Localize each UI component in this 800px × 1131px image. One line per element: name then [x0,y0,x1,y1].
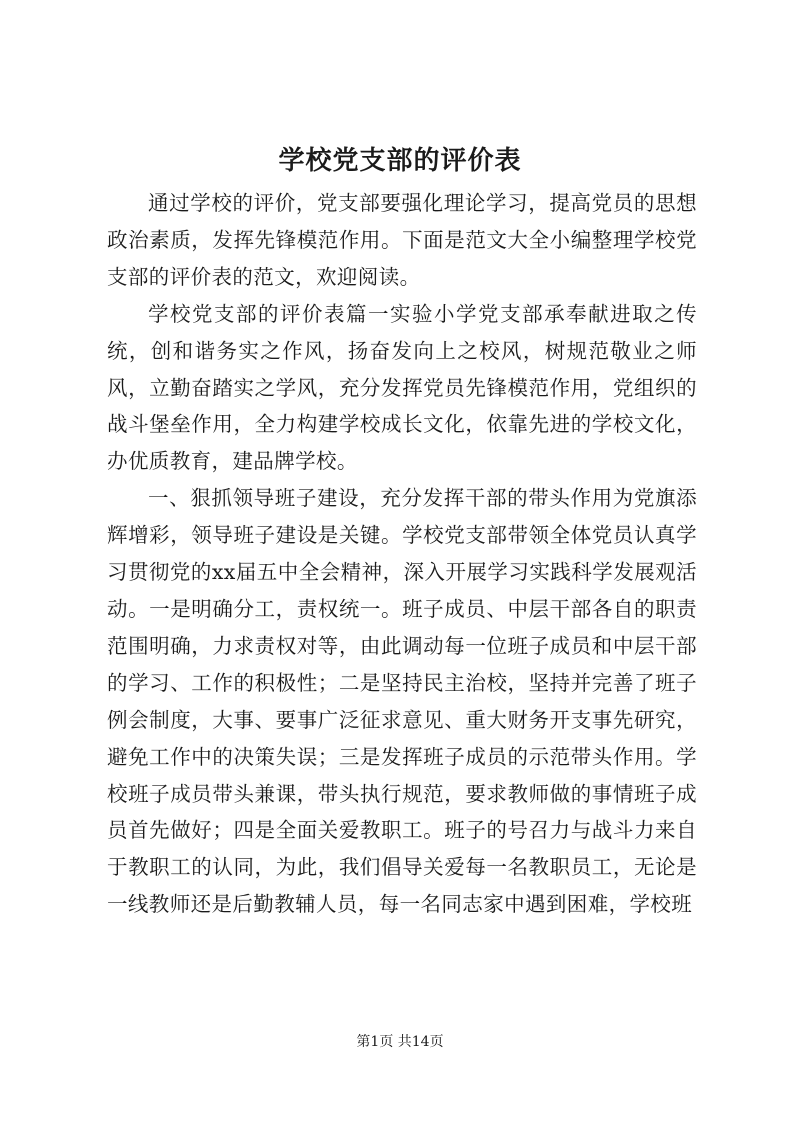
body-paragraph: 学校党支部的评价表篇一实验小学党支部承奉献进取之传统，创和谐务实之作风，扬奋发向上之校风，树规范敬业之师风，立勤奋踏实之学风，充分发挥党员先锋模范作用，党组织的战斗堡垒作用，全力构建学校成长文化，依靠先进的学校文化，办优质教育，建品牌学校。 [107,301,697,474]
document-title: 学校党支部的评价表 [278,146,522,176]
body-paragraph: 通过学校的评价，党支部要强化理论学习，提高党员的思想政治素质，发挥先锋模范作用。下面是范文大全小编整理学校党支部的评价表的范文，欢迎阅读。 [107,191,697,289]
body-paragraph: 一、狠抓领导班子建设，充分发挥干部的带头作用为党旗添辉增彩，领导班子建设是关键。学校党支部带领全体党员认真学习贯彻党的xx届五中全会精神，深入开展学习实践科学发展观活动。一是明确分工，责权统一。班子成员、中层干部各自的职责范围明确，力求责权对等，由此调动每一位班子成员和中层干部的学习、工作的积极性；二是坚持民主治校，坚持并完善了班子例会制度，大事、要事广泛征求意见、重大财务开支事先研究，避免工作中的决策失误；三是发挥班子成员的示范带头作用。学校班子成员带头兼课，带头执行规范，要求教师做的事情班子成员首先做好；四是全面关爱教职工。班子的号召力与战斗力来自于教职工的认同，为此，我们倡导关爱每一名教职员工，无论是一线教师还是后勤教辅人员，每一名同志家中遇到困难，学校班 [107,486,697,917]
page-footer: 第1页 共14页 [356,1034,444,1050]
document-body [107,185,697,923]
